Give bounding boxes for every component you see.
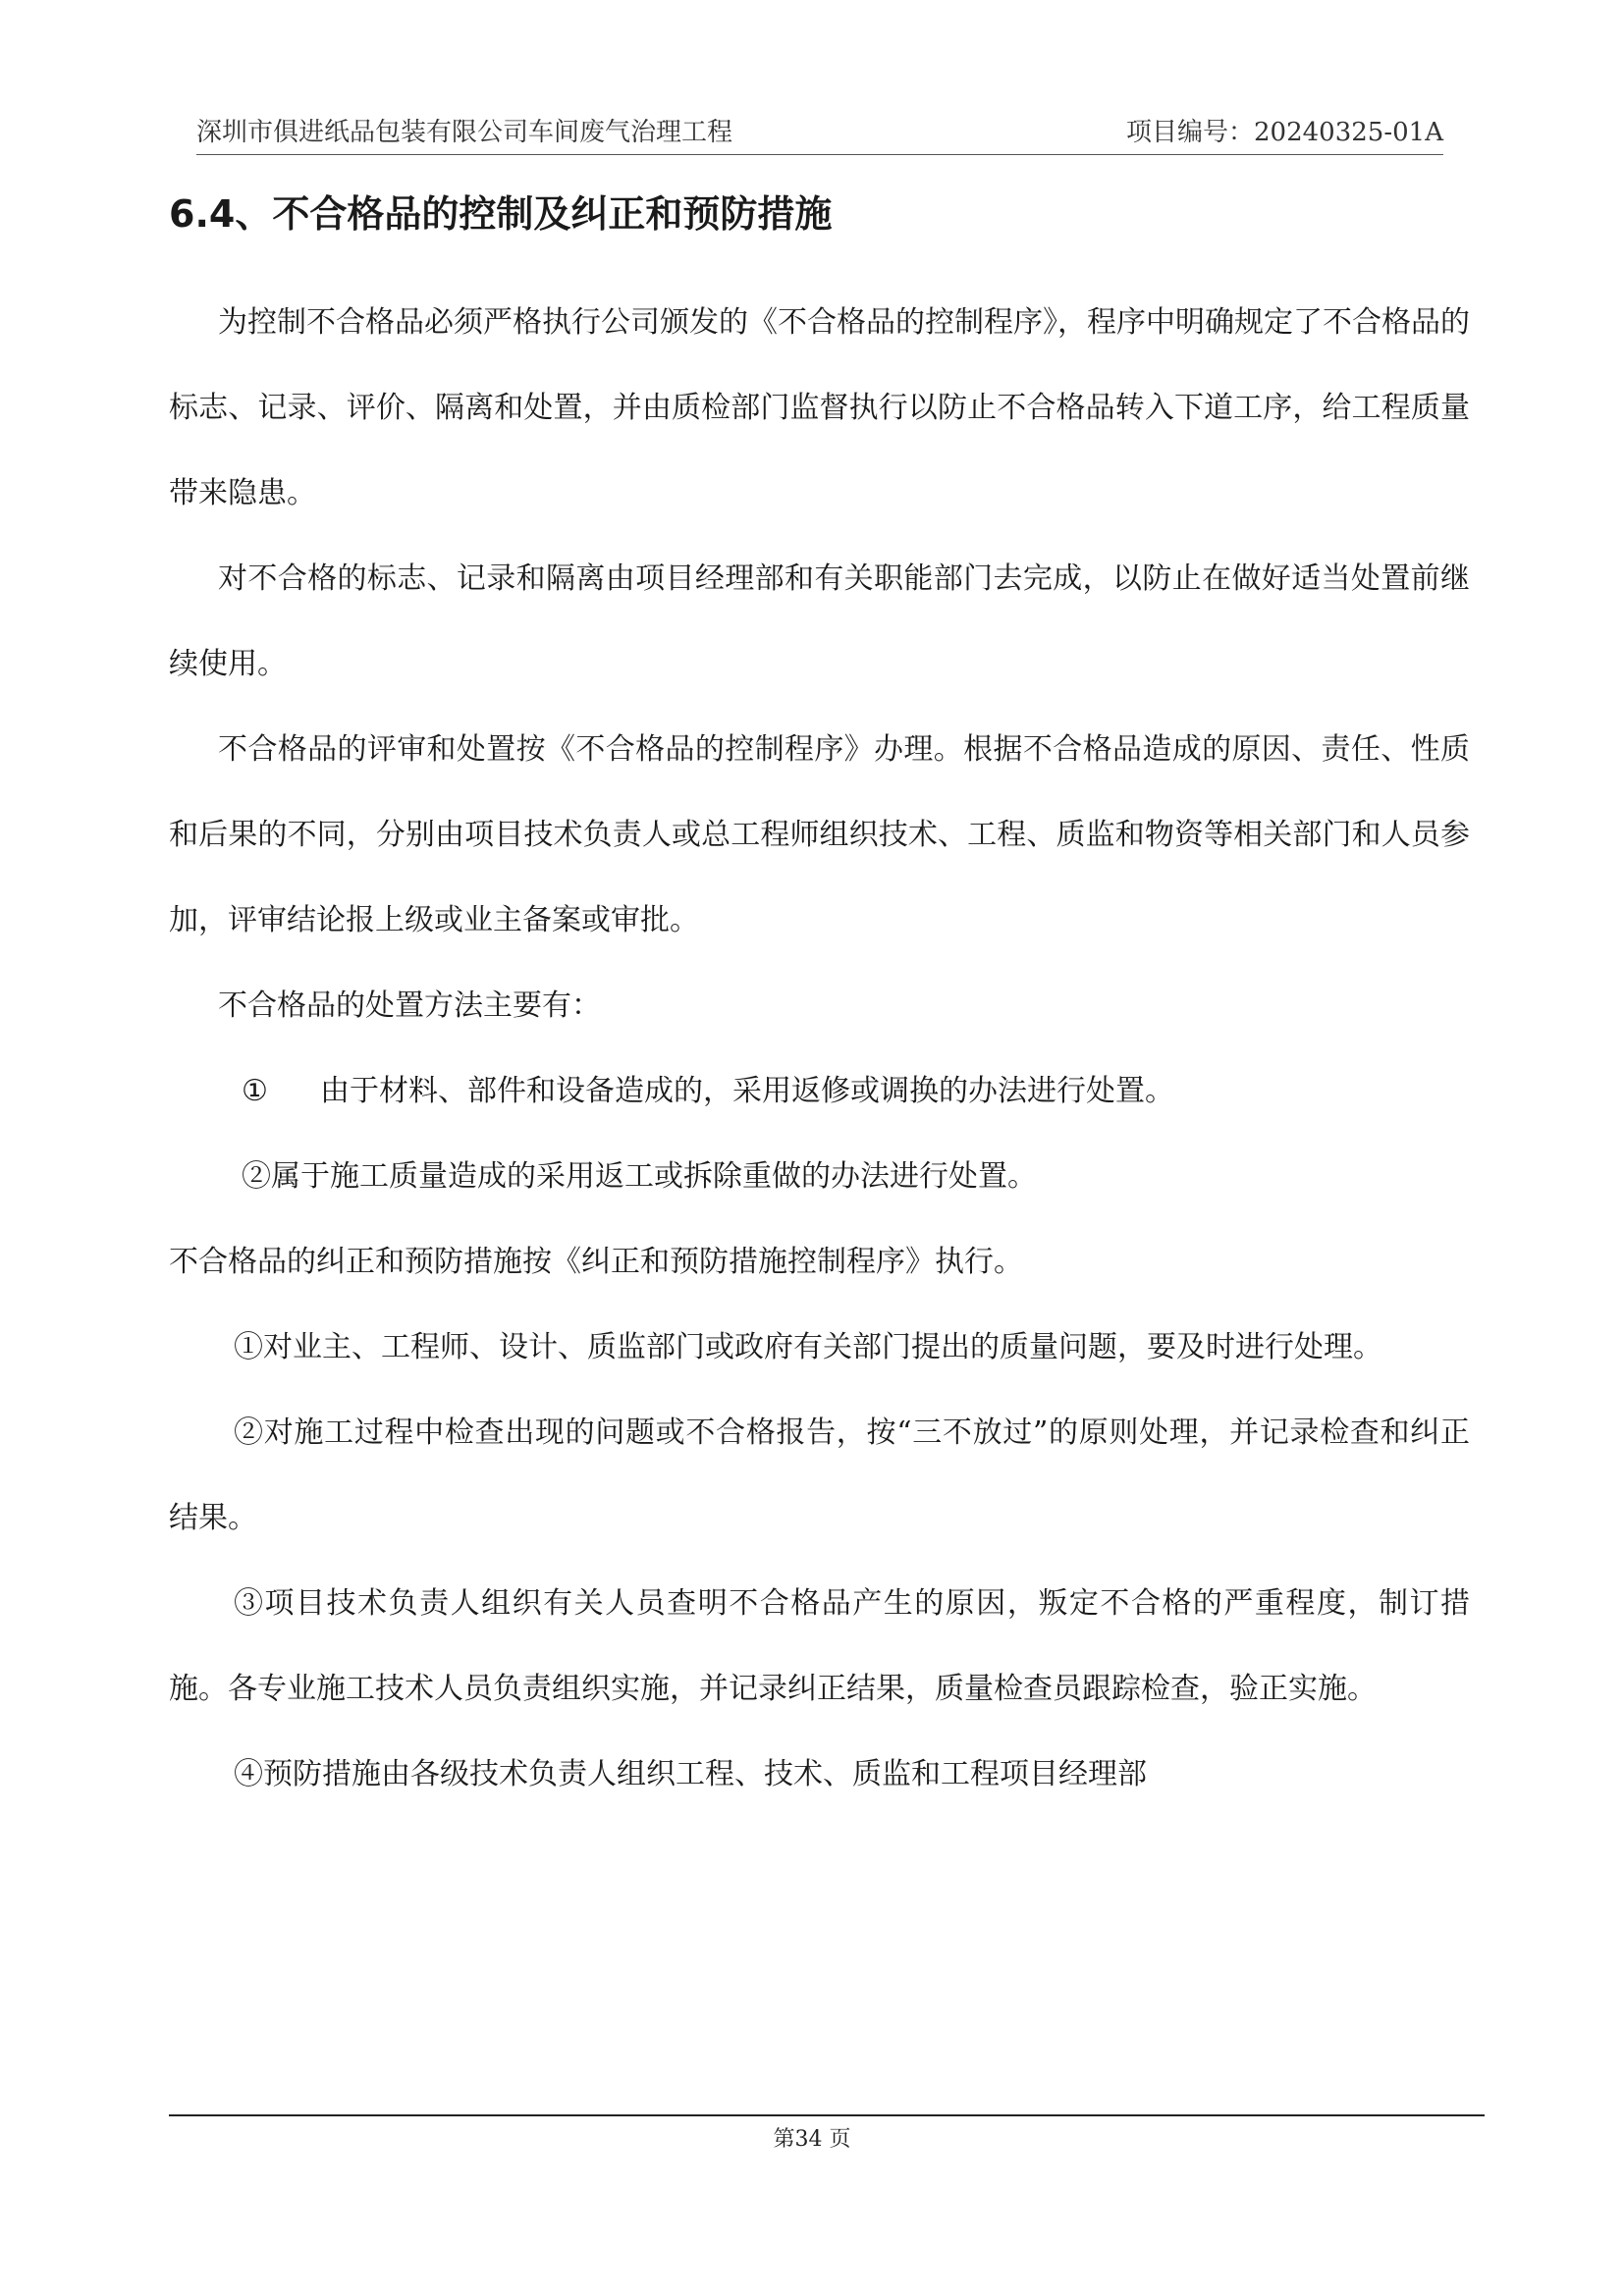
header-project-number: 项目编号：20240325-01A — [1126, 118, 1443, 147]
list-item-corrective-4: ④预防措施由各级技术负责人组织工程、技术、质监和工程项目经理部 — [234, 1757, 1147, 1791]
paragraph-review-disposal: 不合格品的评审和处置按《不合格品的控制程序》办理。根据不合格品造成的原因、责任、性质和后果的不同，分别由项目技术负责人或总工程师组织技术、工程、质监和物资等相关部门和人员参加，评审结论报上级或业主备案或审批。 — [169, 732, 1470, 937]
document-body — [169, 280, 1470, 1817]
paragraph-control-procedure: 为控制不合格品必须严格执行公司颁发的《不合格品的控制程序》，程序中明确规定了不合格品的标志、记录、评价、隔离和处置，并由质检部门监督执行以防止不合格品转入下道工序，给工程质量带来隐患。 — [169, 305, 1470, 510]
page-number: 第34 页 — [773, 2127, 851, 2152]
list-item-method-1 — [169, 1048, 1470, 1134]
paragraph-marking-isolation: 对不合格的标志、记录和隔离由项目经理部和有关职能部门去完成，以防止在做好适当处置前继续使用。 — [169, 561, 1470, 681]
footer-divider — [169, 2114, 1485, 2116]
paragraph-disposal-methods: 不合格品的处置方法主要有： — [218, 988, 601, 1023]
list-item-corrective-3: ③项目技术负责人组织有关人员查明不合格品产生的原因，叛定不合格的严重程度，制订措施。各专业施工技术人员负责组织实施，并记录纠正结果，质量检查员跟踪检查，验正实施。 — [169, 1586, 1470, 1706]
list-item-text: 由于材料、部件和设备造成的，采用返修或调换的办法进行处置。 — [320, 1074, 1174, 1108]
page-header — [196, 113, 1443, 152]
list-item-corrective-1: ①对业主、工程师、设计、质监部门或政府有关部门提出的质量问题，要及时进行处理。 — [234, 1330, 1382, 1364]
paragraph-corrective-procedure: 不合格品的纠正和预防措施按《纠正和预防措施控制程序》执行。 — [169, 1245, 1023, 1279]
header-divider — [196, 154, 1443, 155]
section-heading: 6.4、不合格品的控制及纠正和预防措施 — [169, 192, 833, 236]
list-item-corrective-2: ②对施工过程中检查出现的问题或不合格报告，按“三不放过”的原则处理，并记录检查和纠正结果。 — [169, 1415, 1470, 1535]
list-item-method-2: ②属于施工质量造成的采用返工或拆除重做的办法进行处置。 — [242, 1159, 1037, 1194]
list-item-number: ① — [242, 1074, 268, 1108]
header-project-title: 深圳市俱进纸品包装有限公司车间废气治理工程 — [196, 118, 733, 147]
